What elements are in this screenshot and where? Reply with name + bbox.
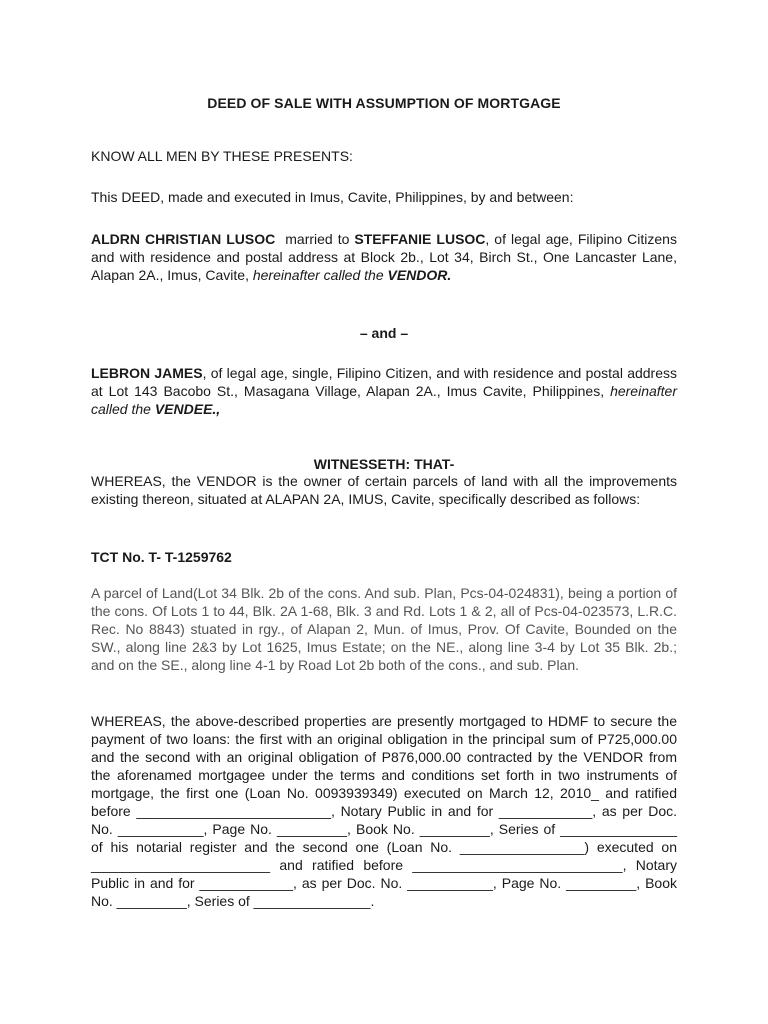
and-separator: – and –	[359, 325, 409, 341]
vendee-details: , of legal age, single, Filipino Citizen, and with residence and postal address at Lot 143 Bacobo St., Masagana Village, Alapan 2A., Imus Cavite, Philippines,	[91, 365, 678, 399]
vendor-role: VENDOR.	[387, 267, 452, 283]
tct-number: T-1259762	[164, 549, 232, 565]
witnesseth-heading: WITNESSETH: THAT-	[313, 456, 455, 472]
document-title: DEED OF SALE WITH ASSUMPTION OF MORTGAGE	[207, 95, 561, 111]
vendor-hereinafter: hereinafter called the	[252, 267, 388, 283]
whereas-mortgage-paragraph: WHEREAS, the above-described properties are presently mortgaged to HDMF to secure the payment of two loans: the first with an original obligation in the principal sum of P725,000.00 and the second with an original obligation of P876,000.00 contracted by the VENDOR from the aforenamed mortgagee under the terms and conditions set forth in two instruments of mortgage, the first one (Loan No. 0093939349) executed on March 12, 2010_ and ratified before _________________________, Notary Public in and for ____________, as per Doc. No. ___________, Page No. _________, Book No. _________, Series of _______________ of his notarial register and the second one (Loan No. ________________) executed on _______________________ and ratified before ___________________________, Notary Public in and for ____________, as per Doc. No. ___________, Page No. _________, Book No. _________, Series of _______________.	[91, 713, 677, 909]
tct-number-line	[91, 548, 677, 566]
vendor-spouse-name: STEFFANIE LUSOC	[354, 231, 486, 247]
vendor-name: ALDRN CHRISTIAN LUSOC	[91, 231, 276, 247]
vendee-role: VENDEE.,	[154, 401, 221, 417]
vendee-name: LEBRON JAMES	[91, 365, 203, 381]
vendee-hereinafter: hereinafter called the	[91, 383, 677, 417]
tct-label: TCT No. T-	[91, 549, 165, 565]
vendor-details: , of legal age, Filipino Citizens and with residence and postal address at Block 2b., Lot 34, Birch St., One Lancaster Lane, Alapan 2A., Imus, Cavite,	[91, 231, 677, 283]
whereas-ownership-paragraph: WHEREAS, the VENDOR is the owner of certain parcels of land with all the improvements existing thereon, situated at ALAPAN 2A, IMUS, Cavite, specifically described as follows:	[91, 473, 677, 507]
vendee-paragraph	[91, 364, 677, 418]
deed-intro-paragraph: This DEED, made and executed in Imus, Cavite, Philippines, by and between:	[91, 189, 574, 205]
vendor-married-to: married to	[275, 231, 355, 247]
parcel-description-paragraph: A parcel of Land(Lot 34 Blk. 2b of the cons. And sub. Plan, Pcs-04-024831), being a portion of the cons. Of Lots 1 to 44, Blk. 2A 1-68, Blk. 3 and Rd. Lots 1 & 2, all of Pcs-04-023573, L.R.C. Rec. No 8843) stuated in rgy., of Alapan 2, Mun. of Imus, Prov. Of Cavite, Bounded on the SW., along line 2&3 by Lot 1625, Imus Estate; on the NE., along line 3-4 by Lot 35 Blk. 2b.; and on the SE., along line 4-1 by Road Lot 2b both of the cons., and sub. Plan.	[91, 585, 677, 673]
vendor-paragraph	[91, 230, 677, 284]
opening-phrase: KNOW ALL MEN BY THESE PRESENTS:	[91, 148, 353, 164]
